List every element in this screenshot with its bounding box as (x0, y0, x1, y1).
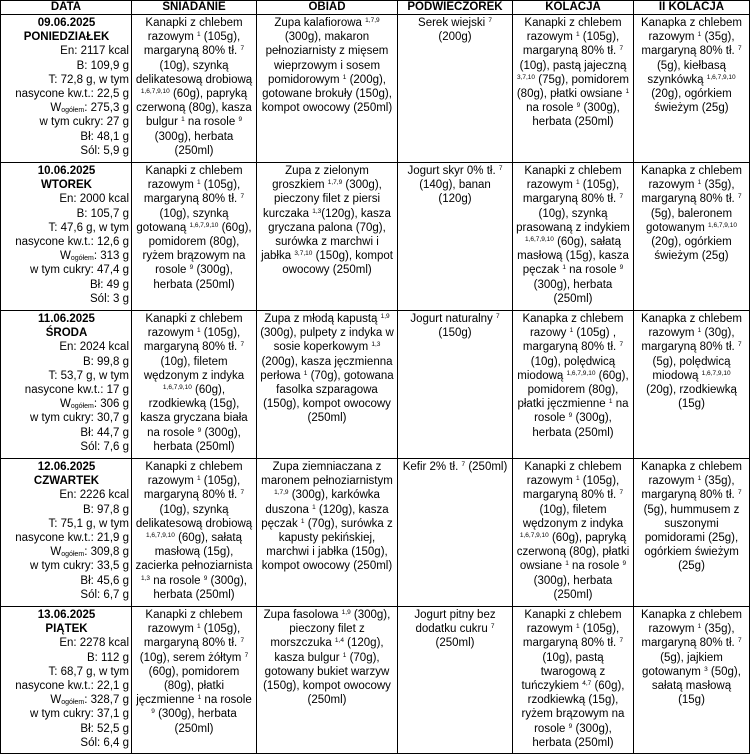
header-sniadanie: ŚNIADANIE (132, 1, 257, 15)
day-date: 13.06.2025 (37, 609, 96, 621)
meal-text: na rosole (201, 694, 252, 707)
allergen-marker: 1 (697, 475, 702, 483)
allergen-marker: 3,7,10 (516, 73, 536, 81)
day-date: 10.06.2025 (37, 165, 96, 177)
allergen-marker: 9 (568, 722, 573, 730)
meal-text: (5g), baleronem gotowanym (646, 207, 733, 234)
carbs-prefix: W (60, 398, 71, 411)
day-date: 11.06.2025 (38, 313, 95, 325)
meal-text: (200g) (438, 31, 472, 44)
meal-text: (10g), pastą jajeczną (519, 59, 627, 72)
sugar-value: w tym cukry: 27 g (39, 116, 129, 129)
meal-text: (20g), ogórkiem świeżym (25g) (651, 236, 732, 263)
meal-cell-kolacja (513, 459, 634, 607)
meal-text: (5g), kiełbasą szynkówką (647, 59, 727, 86)
allergen-marker: 1 (342, 651, 347, 659)
meal-text: (60g), rzodkiewką (15g), kasza gryczana biała na rosole (140, 384, 248, 439)
meal-text: (300g), herbata (250ml) (532, 102, 620, 129)
meal-cell-obiad (257, 15, 398, 163)
allergen-marker: 3 (704, 665, 708, 673)
allergen-marker: 1 (575, 623, 580, 631)
meal-text: Kanapka z chlebem razowym (640, 165, 742, 192)
meal-cell-ii-kolacja (634, 607, 750, 754)
allergen-marker: 1,6,7,9,10 (566, 369, 596, 377)
allergen-marker: 1,6,7,9,10 (706, 73, 736, 81)
meal-text: (10g), szynką gotowaną (136, 207, 229, 234)
meal-text: na rosole (534, 398, 629, 425)
allergen-marker: 1 (697, 31, 702, 39)
day-date: 09.06.2025 (37, 17, 96, 29)
allergen-marker: 9 (189, 264, 194, 272)
meal-text: Zupa fasolowa (263, 609, 342, 621)
energy-value: En: 2024 kcal (59, 341, 129, 354)
allergen-marker: 9 (151, 708, 155, 716)
meal-cell-obiad (257, 607, 398, 754)
table-row (1, 15, 750, 163)
allergen-marker: 1 (697, 179, 702, 187)
allergen-marker: 1 (575, 475, 580, 483)
allergen-marker: 7 (240, 341, 245, 349)
carbs-amount: : 309,8 g (84, 546, 129, 559)
meal-text: (70g), gotowany bukiet warzyw (150g), kompot owocowy (250ml) (263, 651, 391, 707)
meal-text: (60g), rzodkiewką (15g), ryżem brązowym na rosole (521, 680, 625, 735)
meal-text: (35g), margaryną 80% tł. (641, 623, 738, 650)
protein-value: B: 97,8 g (82, 503, 129, 516)
allergen-marker: 4,7 (582, 680, 592, 688)
meal-text: (75g), pomidorem (80g), płatki owsiane (516, 73, 630, 101)
meal-text: Kanapki z chlebem razowym (145, 313, 243, 340)
saturated-fat-value: nasycone kw.t.: 21,9 g (15, 532, 129, 545)
carbs-subscript: ogółem (61, 551, 85, 559)
meal-text: (105g), margaryną 80% tł. (522, 623, 620, 650)
meal-cell-ii-kolacja (634, 459, 750, 607)
allergen-marker: 1,6,7,9,10 (519, 532, 549, 540)
salt-value: Sól: 7,6 g (80, 440, 129, 453)
energy-value: En: 2117 kcal (60, 45, 129, 58)
meal-text: (300g), herbata (250ml) (153, 264, 235, 291)
allergen-marker: 7 (619, 489, 624, 497)
meal-text: (5g), polędwicą miodową (652, 355, 731, 382)
meal-text: (300g), herbata (250ml) (153, 426, 241, 453)
meal-text: na rosole (526, 102, 577, 115)
allergen-marker: 7 (496, 313, 500, 320)
header-kolacja: KOLACJA (513, 1, 634, 15)
meal-cell-ii-kolacja (634, 163, 750, 311)
fiber-value: Bł: 48,1 g (80, 130, 129, 143)
day-weekday: PIĄTEK (45, 623, 88, 636)
meal-text: (30g), margaryną 80% tł. (641, 327, 738, 354)
allergen-marker: 7 (240, 489, 245, 497)
protein-value: B: 112 g (87, 651, 129, 664)
meal-text: Jogurt pitny bez dodatku cukru (414, 609, 496, 636)
carbs-value (4, 693, 129, 707)
meal-text: Kanapki z chlebem razowym (524, 165, 622, 192)
day-summary-cell (1, 15, 132, 163)
carbs-value (4, 101, 129, 115)
allergen-marker: 1,6,7,9,10 (189, 221, 219, 229)
meal-text: (60g), papryką czerwoną (80g), kasza bulgur (136, 88, 252, 129)
meal-text: Kanapki z chlebem razowym (524, 609, 622, 636)
header-obiad: OBIAD (257, 1, 398, 15)
protein-value: B: 105,7 g (76, 207, 129, 220)
carbs-value (4, 545, 129, 559)
header-row (1, 1, 750, 15)
allergen-marker: 1,3 (371, 341, 381, 349)
allergen-marker: 1 (181, 116, 185, 124)
meal-text: na rosole (565, 264, 620, 277)
meal-text: (105g), margaryną 80% tł. (143, 31, 241, 58)
meal-text: Jogurt skyr 0% tł. (407, 165, 499, 177)
saturated-fat-value: nasycone kw.t.: 12,6 g (15, 236, 129, 249)
meal-text: Jogurt naturalny (410, 313, 497, 325)
meal-cell-obiad (257, 459, 398, 607)
allergen-marker: 7 (737, 489, 742, 497)
meal-text: (150g), kompot owocowy (250ml) (282, 250, 393, 277)
allergen-marker: 9 (568, 412, 573, 420)
allergen-marker: 1 (312, 503, 316, 511)
energy-value: En: 2000 kcal (59, 193, 129, 206)
day-weekday: ŚRODA (45, 327, 88, 340)
meal-text: (120g), kasza bulgur (274, 637, 384, 664)
energy-value: En: 2278 kcal (59, 637, 129, 650)
allergen-marker: 7 (488, 17, 492, 24)
meal-cell-sniadanie (132, 607, 257, 754)
fiber-value: Bł: 45,6 g (80, 574, 129, 587)
allergen-marker: 7 (498, 165, 503, 172)
meal-text: (300g), pieczony filet z piersi kurczaka (263, 179, 382, 220)
fat-value: T: 47,6 g, w tym (48, 221, 129, 234)
meal-text: (200g), gotowane brokuły (150g), kompot owocowy (250ml) (261, 73, 393, 115)
fiber-value: Bł: 52,5 g (80, 722, 129, 735)
allergen-marker: 9 (238, 116, 243, 124)
meal-text: Kefir 2% tł. (402, 461, 462, 473)
table-row (1, 607, 750, 754)
meal-text: (300g), herbata (250ml) (532, 722, 614, 749)
meal-text: (105g), margaryną 80% tł. (143, 623, 241, 650)
meal-text: (10g), szynką delikatesową drobiową (135, 503, 253, 530)
meal-text: (60g), pomidorem (80g), ryżem brązowym na rosole (142, 221, 252, 277)
meal-cell-podwieczorek (398, 311, 513, 459)
meal-text: Serek wiejski (418, 17, 489, 29)
allergen-marker: 1 (575, 179, 580, 187)
saturated-fat-value: nasycone kw.t.: 17 g (24, 384, 129, 397)
allergen-marker: 7 (461, 461, 466, 468)
allergen-marker: 7 (737, 637, 742, 645)
table-row (1, 311, 750, 459)
carbs-subscript: ogółem (70, 403, 94, 411)
allergen-marker: 1,7,9 (274, 489, 289, 497)
sugar-value: w tym cukry: 47,4 g (29, 264, 129, 277)
allergen-marker: 1 (196, 623, 201, 631)
carbs-amount: : 328,7 g (84, 694, 129, 707)
allergen-marker: 1 (608, 398, 613, 406)
meal-text: Kanapka z chlebem razowym (640, 17, 742, 44)
fiber-value: Bł: 44,7 g (80, 426, 129, 439)
meal-text: (120g), kasza gryczana palona (70g), surówka z marchwi i jabłka (261, 207, 391, 263)
table-row (1, 459, 750, 607)
meal-text: (10g), pastą twarogową z tuńczykiem (521, 651, 606, 693)
carbs-prefix: W (50, 102, 62, 115)
allergen-marker: 1 (697, 623, 702, 631)
meal-text: (105g), margaryną 80% tł. (522, 31, 620, 58)
allergen-marker: 7 (490, 623, 495, 631)
meal-text: (50g), sałatą masłową (15g) (651, 665, 741, 707)
allergen-marker: 9 (622, 560, 627, 568)
protein-value: B: 99,8 g (82, 355, 129, 368)
carbs-subscript: ogółem (70, 255, 94, 263)
allergen-marker: 1 (303, 369, 308, 377)
meal-text: Kanapki z chlebem razowym (524, 461, 622, 488)
allergen-marker: 7 (737, 45, 742, 53)
salt-value: Sól: 6,7 g (80, 588, 129, 601)
meal-text: (10g), filetem wędzonym z indyka (522, 503, 624, 530)
meal-text: na rosole (150, 574, 204, 587)
meal-text: Kanapki z chlebem razowym (145, 609, 243, 636)
meal-text: (5g), jajkiem gotowanym (642, 651, 723, 678)
meal-cell-ii-kolacja (634, 15, 750, 163)
meal-text: (300g), herbata (250ml) (533, 574, 613, 601)
meal-text: (300g), makaron pełnoziarnisty z mięsem wieprzowym i sosem pomidorowym (265, 31, 389, 86)
fiber-value: Bł: 49 g (90, 278, 129, 291)
meal-text: (105g), margaryną 80% tł. (143, 475, 241, 502)
fat-value: T: 68,7 g, w tym (48, 665, 129, 678)
header-data: DATA (1, 1, 132, 15)
meal-text: (60g), pomidorem (80g), płatki jęczmienne (517, 369, 629, 411)
meal-text: (120g), kasza pęczak (261, 503, 389, 530)
allergen-marker: 1 (625, 88, 630, 96)
meal-text: (10g), szynką delikatesową drobiową (135, 59, 253, 86)
meal-text: (300g), herbata (250ml) (154, 708, 237, 735)
meal-text: (105g), margaryną 80% tł. (522, 475, 620, 502)
table-row (1, 163, 750, 311)
fat-value: T: 75,1 g, w tym (48, 517, 129, 530)
meal-cell-obiad (257, 163, 398, 311)
allergen-marker: 7 (619, 45, 624, 53)
allergen-marker: 1 (569, 327, 574, 335)
allergen-marker: 1 (562, 264, 566, 272)
allergen-marker: 9 (203, 574, 208, 582)
meal-text: (105g) , margaryną 80% tł. (522, 327, 620, 354)
meal-cell-sniadanie (132, 15, 257, 163)
allergen-marker: 1,6,7,9,10 (140, 88, 170, 96)
meal-text: (60g), papryką czerwoną (80g), płatki owsiane (516, 532, 630, 573)
meal-cell-podwieczorek (398, 163, 513, 311)
allergen-marker: 1,7,9 (327, 179, 343, 187)
allergen-marker: 7 (619, 341, 624, 349)
allergen-marker: 7 (244, 651, 249, 659)
meal-text: Kanapki z chlebem razowym (145, 461, 243, 488)
meal-text: Zupa ziemniaczana z maronem pełnoziarnistym (261, 461, 393, 488)
salt-value: Sól: 5,9 g (80, 144, 129, 157)
meal-text: Zupa z młodą kapustą (264, 313, 381, 325)
day-weekday: CZWARTEK (33, 475, 100, 488)
allergen-marker: 1 (196, 31, 201, 39)
meal-text: (250ml) (435, 637, 475, 650)
meal-cell-ii-kolacja (634, 311, 750, 459)
allergen-marker: 1,4 (334, 637, 344, 645)
sugar-value: w tym cukry: 37,1 g (29, 708, 129, 721)
allergen-marker: 1,9 (380, 313, 390, 320)
meal-text: (200g), kasza jęczmienna perłowa (260, 355, 393, 382)
header-ii-kolacja: II KOLACJA (634, 1, 750, 15)
carbs-amount: : 306 g (93, 398, 129, 411)
fat-value: T: 53,7 g, w tym (48, 369, 129, 382)
allergen-marker: 1 (197, 694, 202, 702)
header-podwieczorek: PODWIECZOREK (398, 1, 513, 15)
allergen-marker: 1 (196, 327, 201, 335)
allergen-marker: 7 (737, 341, 742, 349)
meal-text: Zupa kalafiorowa (274, 17, 366, 29)
meal-text: na rosole (184, 116, 239, 129)
allergen-marker: 1 (196, 475, 201, 483)
carbs-amount: : 313 g (93, 250, 129, 263)
carbs-subscript: ogółem (61, 107, 85, 115)
allergen-marker: 7 (619, 193, 624, 201)
meal-text: (70g), surówka z kapusty pekińskiej, marchwi i jabłka (150g), kompot owocowy (250ml) (261, 517, 393, 573)
meal-text: (35g), margaryną 80% tł. (641, 31, 738, 58)
carbs-prefix: W (60, 250, 71, 263)
allergen-marker: 1,3 (312, 207, 322, 215)
meal-text: (10g), filetem wędzonym z indyka (143, 355, 245, 382)
meal-text: (35g), margaryną 80% tł. (641, 179, 738, 206)
allergen-marker: 1,9 (341, 609, 351, 616)
energy-value: En: 2226 kcal (59, 489, 129, 502)
meal-text: (10g), serem żółtym (139, 651, 245, 664)
meal-text: (10g), szynką prasowaną z indykiem (516, 207, 630, 234)
allergen-marker: 1 (300, 517, 305, 525)
meal-text: Kanapka z chlebem razowym (640, 609, 742, 636)
salt-value: Sól: 3 g (90, 292, 129, 305)
meal-text: (105g), margaryną 80% tł. (143, 179, 241, 206)
day-summary-cell (1, 459, 132, 607)
meal-cell-kolacja (513, 163, 634, 311)
allergen-marker: 7 (240, 637, 245, 645)
meal-text: Kanapka z chlebem razowy (522, 313, 624, 340)
meal-text: Kanapki z chlebem razowym (524, 17, 622, 44)
allergen-marker: 1 (697, 327, 702, 335)
meal-cell-sniadanie (132, 311, 257, 459)
meal-text: (60g), sałatą masłową (15g), kasza pęczak (517, 236, 629, 277)
meal-text: (60g), sałatą masłową (15g), zacierka pełnoziarnista (135, 532, 253, 573)
allergen-marker: 1,6,7,9,10 (708, 221, 737, 229)
meal-text: Kanapki z chlebem razowym (145, 17, 243, 44)
fat-value: T: 72,8 g, w tym (48, 73, 129, 86)
saturated-fat-value: nasycone kw.t.: 22,5 g (15, 88, 129, 101)
allergen-marker: 7 (240, 193, 245, 201)
meal-text: (60g), pomidorem (80g), płatki jęczmienne (136, 665, 240, 707)
day-summary-cell (1, 311, 132, 459)
meal-text: (20g), rzodkiewką (15g) (646, 384, 737, 411)
sugar-value: w tym cukry: 33,5 g (29, 560, 129, 573)
meal-cell-kolacja (513, 311, 634, 459)
meal-cell-kolacja (513, 15, 634, 163)
saturated-fat-value: nasycone kw.t.: 22,1 g (15, 680, 129, 693)
allergen-marker: 7 (737, 193, 742, 201)
allergen-marker: 1,6,7,9,10 (524, 236, 554, 244)
meal-text: (300g), pulpety z indyka w sosie koperkowym (260, 327, 394, 354)
carbs-amount: : 275,3 g (84, 102, 129, 115)
meal-text: na rosole (568, 560, 623, 573)
meal-cell-obiad (257, 311, 398, 459)
protein-value: B: 109,9 g (76, 59, 129, 72)
allergen-marker: 1,6,7,9,10 (701, 369, 731, 377)
allergen-marker: 9 (197, 426, 202, 434)
meal-text: Kanapka z chlebem razowym (640, 313, 742, 340)
allergen-marker: 1 (575, 31, 580, 39)
day-weekday: WTOREK (41, 179, 92, 192)
allergen-marker: 1,3 (140, 574, 151, 582)
meal-text: (35g), margaryną 80% tł. (641, 475, 738, 502)
meal-text: Zupa z zielonym groszkiem (272, 165, 369, 192)
meal-text: (105g), margaryną 80% tł. (522, 179, 620, 206)
meal-text: (150g) (438, 327, 472, 340)
allergen-marker: 7 (240, 45, 245, 53)
meal-text: (70g), gotowana fasolka szparagowa (150g), kompot owocowy (250ml) (263, 369, 394, 425)
meal-text: Kanapki z chlebem razowym (145, 165, 243, 192)
allergen-marker: 9 (619, 264, 624, 272)
meal-text: (300g), herbata (250ml) (533, 278, 613, 305)
meal-text: (140g), banan (120g) (419, 179, 491, 206)
meal-text: (20g), ogórkiem świeżym (25g) (651, 88, 732, 115)
meal-text: (300g), herbata (250ml) (154, 130, 234, 157)
carbs-prefix: W (50, 694, 62, 707)
meal-text: (105g), margaryną 80% tł. (143, 327, 241, 354)
meal-cell-kolacja (513, 607, 634, 754)
allergen-marker: 1,7,9 (365, 17, 380, 24)
allergen-marker: 3,7,10 (294, 250, 313, 258)
meal-text: (300g), herbata (250ml) (532, 412, 614, 439)
day-date: 12.06.2025 (37, 461, 96, 473)
allergen-marker: 1,6,7,9,10 (162, 384, 192, 392)
day-summary-cell (1, 607, 132, 754)
carbs-prefix: W (50, 546, 62, 559)
allergen-marker: 1 (342, 73, 347, 81)
allergen-marker: 7 (619, 637, 624, 645)
day-summary-cell (1, 163, 132, 311)
meal-text: Kanapka z chlebem razowym (640, 461, 742, 488)
carbs-value (4, 397, 129, 411)
allergen-marker: 1 (196, 179, 201, 187)
day-weekday: PONIEDZIAŁEK (23, 31, 110, 44)
meal-cell-podwieczorek (398, 15, 513, 163)
carbs-value (4, 249, 129, 263)
allergen-marker: 1 (565, 560, 569, 568)
meal-cell-podwieczorek (398, 607, 513, 754)
allergen-marker: 1,6,7,9,10 (145, 532, 175, 540)
meal-cell-podwieczorek (398, 459, 513, 607)
meal-cell-sniadanie (132, 163, 257, 311)
meal-text: (250ml) (465, 461, 508, 473)
meal-text: (10g), polędwicą miodową (517, 355, 616, 382)
meal-text: (300g), pieczony filet z morszczuka (270, 609, 391, 650)
allergen-marker: 9 (576, 102, 581, 110)
meal-text: (300g), herbata (250ml) (153, 574, 247, 601)
sugar-value: w tym cukry: 30,7 g (29, 412, 129, 425)
meal-text: (5g), hummusem z suszonymi pomidorami (25g), ogórkiem świeżym (25g) (643, 503, 740, 573)
carbs-subscript: ogółem (61, 699, 85, 707)
salt-value: Sól: 6,4 g (80, 736, 129, 749)
meal-text: (300g), karkówka duszona (265, 489, 380, 516)
meal-cell-sniadanie (132, 459, 257, 607)
